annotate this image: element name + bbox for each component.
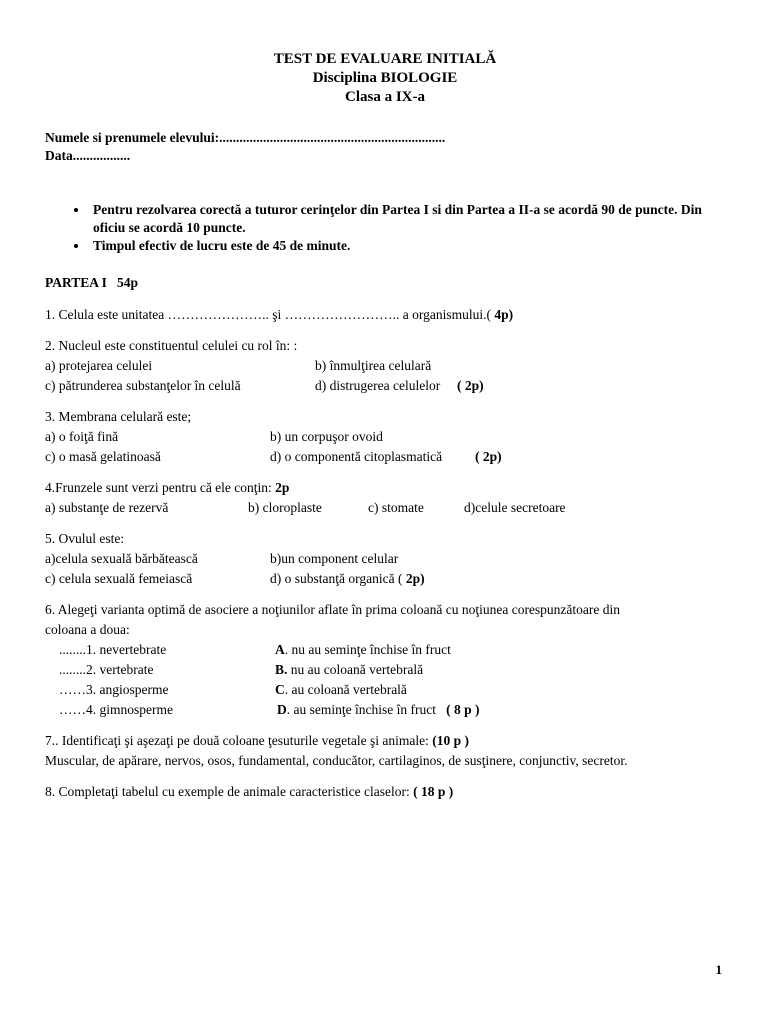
q6-left-1: ........1. nevertebrate [59,642,167,657]
q5-option-a: a)celula sexuală bărbătească [45,551,198,566]
q7-text: 7.. Identificaţi şi aşezaţi pe două coloane ţesuturile vegetale şi animale: [45,733,433,748]
q3-option-a: a) o foiţă fină [45,429,119,444]
q6-points: ( 8 p ) [446,702,480,717]
q6-right-text-2: nu au coloană vertebrală [287,662,424,677]
q6-right-1 [275,640,451,660]
rule-item: • Timpul efectiv de lucru este de 45 de minute. [89,237,725,255]
q2-text: 2. Nucleul este constituentul celulei cu rol în: : [45,338,298,353]
q1-text: 1. Celula este unitatea ………………….. şi …………………….. a organismului.( [45,307,495,322]
q5-option-c: c) celula sexuală femeiască [45,571,193,586]
q3-options-row1 [45,427,725,447]
q6-right-3 [275,680,407,700]
q6-right-text-1: . nu au seminţe închise în fruct [284,642,451,657]
part1-heading [45,273,725,293]
student-name-field: Numele si prenumele elevului:................................................................... [45,130,446,145]
q8-points: ( 18 p ) [413,784,454,799]
q5-points: 2p) [405,571,425,586]
q6-left-2: ........2. vertebrate [59,662,154,677]
q4-option-c: c) stomate [368,500,424,515]
rules-list [45,201,725,255]
test-page [45,50,725,802]
q2-option-c: c) pătrunderea substanţelor în celulă [45,378,241,393]
title-discipline: Disciplina BIOLOGIE [312,70,458,86]
q5-options-row1 [45,549,725,569]
q6-right-2 [275,660,423,680]
q6-row-2 [45,660,725,680]
q2-options-row1 [45,356,725,376]
q7-list: Muscular, de apărare, nervos, osos, fundamental, conducător, cartilaginos, de susţinere, conjunctiv, secretor. [45,753,628,768]
q3-option-c: c) o masă gelatinoasă [45,449,161,464]
q5-options-row2 [45,569,725,589]
q3-options-row2 [45,447,725,467]
q4-option-b: b) cloroplaste [248,500,322,515]
q4-options-row [45,498,725,518]
q6-right-text-3: . au coloană vertebrală [284,682,407,697]
q6-row-3 [45,680,725,700]
q5-option-d-text: d) o substanţă organică ( [270,571,403,586]
q4-option-d: d)celule secretoare [464,500,566,515]
part1-label: PARTEA I [45,275,107,290]
q6-key-4: D [277,702,287,717]
q6-left-4: ……4. gimnosperme [59,702,173,717]
q4-text: 4.Frunzele sunt verzi pentru că ele conţin: [45,480,276,495]
q6-right-4 [277,700,479,720]
q3-option-b: b) un corpuşor ovoid [270,429,383,444]
q5-option-d [270,569,425,589]
q3-points: ( 2p) [475,449,502,464]
q4-points: 2p [275,480,290,495]
q2-options-row2 [45,376,725,396]
q3-text: 3. Membrana celulară este; [45,409,192,424]
q6-key-1: A [275,642,285,657]
q3-option-d: d) o componentă citoplasmatică [270,449,443,464]
title-class: Clasa a IX-a [344,89,425,105]
question-8 [45,782,725,802]
q5-option-b: b)un component celular [270,551,399,566]
q6-key-3: C [275,682,285,697]
q7-points: (10 p ) [432,733,469,748]
q6-text-line1: 6. Alegeţi varianta optimă de asociere a noţiunilor aflate în prima coloană cu noţiunea corespunzătoare din [45,602,621,617]
q6-row-1 [45,640,725,660]
page-number: 1 [715,962,722,977]
question-4 [45,478,725,498]
q5-text: 5. Ovulul este: [45,531,125,546]
q8-text: 8. Completaţi tabelul cu exemple de animale caracteristice claselor: [45,784,414,799]
q4-option-a: a) substanţe de rezervă [45,500,169,515]
q1-points: 4p) [494,307,514,322]
part1-points: 54p [117,275,139,290]
q6-key-2: B. [275,662,288,677]
title-test: TEST DE EVALUARE INITIALĂ [273,51,497,67]
date-field: Data................. [45,148,131,163]
q6-left-3: ……3. angiosperme [59,682,169,697]
q6-text-line2: coloana a doua: [45,622,130,637]
q6-row-4 [45,700,725,720]
q2-points: ( 2p) [457,378,484,393]
q6-right-text-4: . au seminţe închise în fruct [286,702,436,717]
question-1 [45,305,725,325]
rule-item: • Pentru rezolvarea corectă a tuturor cerinţelor din Partea I si din Partea a II-a se acordă 90 de puncte. Din oficiu se acordă 10 puncte. [89,201,725,237]
q2-option-b: b) înmulţirea celulară [315,358,432,373]
q2-option-d: d) distrugerea celulelor [315,378,441,393]
question-7 [45,731,725,751]
q2-option-a: a) protejarea celulei [45,358,153,373]
